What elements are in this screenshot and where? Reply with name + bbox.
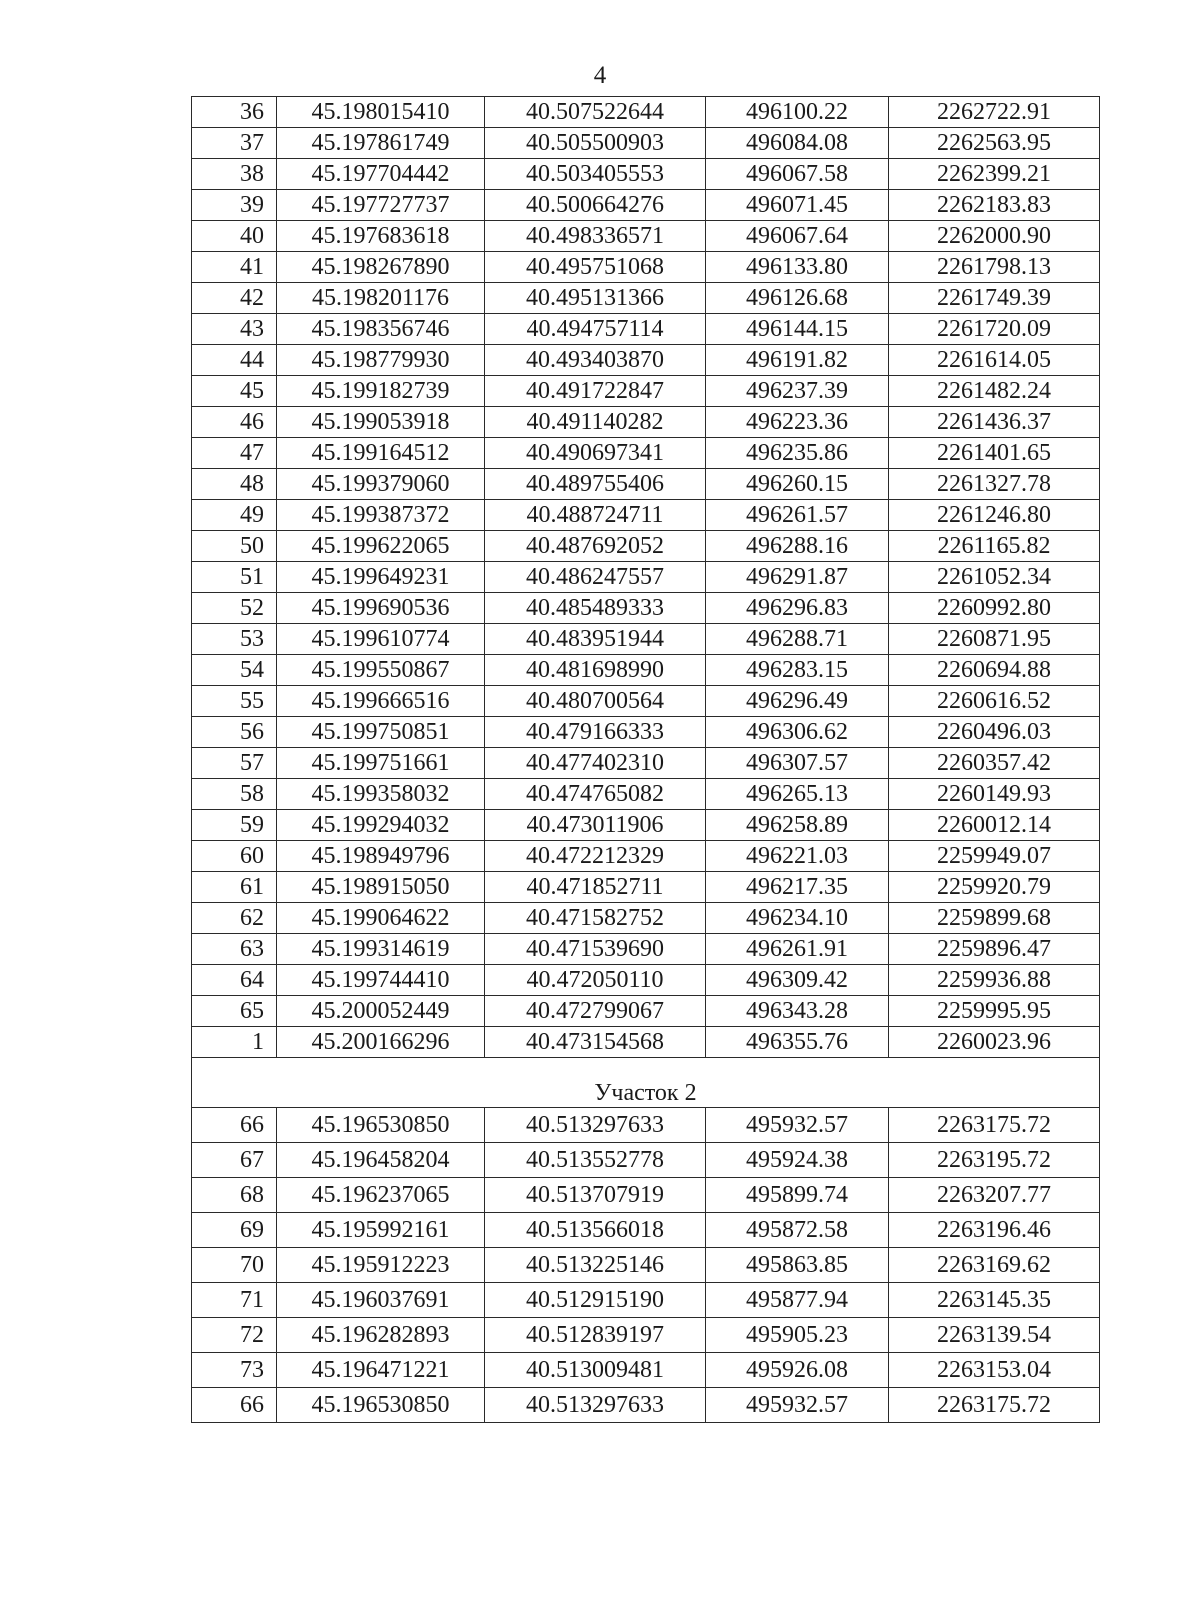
table-row (192, 655, 1100, 686)
x-coordinate-cell: 496296.83 (706, 593, 889, 624)
y-coordinate-cell: 2259899.68 (889, 903, 1100, 934)
table-row (192, 593, 1100, 624)
latitude-cell: 45.199294032 (277, 810, 485, 841)
longitude-cell: 40.513009481 (485, 1353, 706, 1388)
y-coordinate-cell: 2260496.03 (889, 717, 1100, 748)
latitude-cell: 45.196237065 (277, 1178, 485, 1213)
point-number-cell: 49 (192, 500, 277, 531)
y-coordinate-cell: 2261482.24 (889, 376, 1100, 407)
x-coordinate-cell: 496144.15 (706, 314, 889, 345)
point-number-cell: 48 (192, 469, 277, 500)
longitude-cell: 40.483951944 (485, 624, 706, 655)
x-coordinate-cell: 496261.91 (706, 934, 889, 965)
longitude-cell: 40.495751068 (485, 252, 706, 283)
y-coordinate-cell: 2260871.95 (889, 624, 1100, 655)
y-coordinate-cell: 2262399.21 (889, 159, 1100, 190)
table-row (192, 407, 1100, 438)
y-coordinate-cell: 2263195.72 (889, 1143, 1100, 1178)
latitude-cell: 45.198356746 (277, 314, 485, 345)
point-number-cell: 66 (192, 1108, 277, 1143)
longitude-cell: 40.489755406 (485, 469, 706, 500)
x-coordinate-cell: 495863.85 (706, 1248, 889, 1283)
y-coordinate-cell: 2261401.65 (889, 438, 1100, 469)
latitude-cell: 45.198779930 (277, 345, 485, 376)
table-row (192, 314, 1100, 345)
longitude-cell: 40.488724711 (485, 500, 706, 531)
y-coordinate-cell: 2261327.78 (889, 469, 1100, 500)
longitude-cell: 40.474765082 (485, 779, 706, 810)
x-coordinate-cell: 496133.80 (706, 252, 889, 283)
x-coordinate-cell: 496223.36 (706, 407, 889, 438)
point-number-cell: 51 (192, 562, 277, 593)
point-number-cell: 52 (192, 593, 277, 624)
table-row (192, 159, 1100, 190)
section-1-rows (192, 97, 1100, 1058)
point-number-cell: 67 (192, 1143, 277, 1178)
latitude-cell: 45.200052449 (277, 996, 485, 1027)
latitude-cell: 45.196458204 (277, 1143, 485, 1178)
point-number-cell: 72 (192, 1318, 277, 1353)
y-coordinate-cell: 2260357.42 (889, 748, 1100, 779)
latitude-cell: 45.199182739 (277, 376, 485, 407)
table-row (192, 438, 1100, 469)
x-coordinate-cell: 495872.58 (706, 1213, 889, 1248)
table-row (192, 996, 1100, 1027)
coordinates-table (191, 96, 1100, 1423)
y-coordinate-cell: 2263196.46 (889, 1213, 1100, 1248)
y-coordinate-cell: 2263169.62 (889, 1248, 1100, 1283)
x-coordinate-cell: 495899.74 (706, 1178, 889, 1213)
y-coordinate-cell: 2262183.83 (889, 190, 1100, 221)
y-coordinate-cell: 2263139.54 (889, 1318, 1100, 1353)
latitude-cell: 45.197727737 (277, 190, 485, 221)
table-row (192, 1283, 1100, 1318)
longitude-cell: 40.487692052 (485, 531, 706, 562)
x-coordinate-cell: 496191.82 (706, 345, 889, 376)
y-coordinate-cell: 2259995.95 (889, 996, 1100, 1027)
latitude-cell: 45.196037691 (277, 1283, 485, 1318)
latitude-cell: 45.199744410 (277, 965, 485, 996)
x-coordinate-cell: 496258.89 (706, 810, 889, 841)
y-coordinate-cell: 2262563.95 (889, 128, 1100, 159)
point-number-cell: 44 (192, 345, 277, 376)
longitude-cell: 40.513707919 (485, 1178, 706, 1213)
longitude-cell: 40.477402310 (485, 748, 706, 779)
latitude-cell: 45.199550867 (277, 655, 485, 686)
table-row (192, 841, 1100, 872)
latitude-cell: 45.195992161 (277, 1213, 485, 1248)
table-row (192, 717, 1100, 748)
point-number-cell: 63 (192, 934, 277, 965)
longitude-cell: 40.512839197 (485, 1318, 706, 1353)
longitude-cell: 40.491140282 (485, 407, 706, 438)
x-coordinate-cell: 495924.38 (706, 1143, 889, 1178)
table-row (192, 1318, 1100, 1353)
longitude-cell: 40.513566018 (485, 1213, 706, 1248)
longitude-cell: 40.486247557 (485, 562, 706, 593)
longitude-cell: 40.471539690 (485, 934, 706, 965)
x-coordinate-cell: 496067.58 (706, 159, 889, 190)
y-coordinate-cell: 2261614.05 (889, 345, 1100, 376)
x-coordinate-cell: 496343.28 (706, 996, 889, 1027)
latitude-cell: 45.196530850 (277, 1108, 485, 1143)
section-2-rows (192, 1108, 1100, 1423)
point-number-cell: 50 (192, 531, 277, 562)
latitude-cell: 45.199387372 (277, 500, 485, 531)
y-coordinate-cell: 2261436.37 (889, 407, 1100, 438)
longitude-cell: 40.494757114 (485, 314, 706, 345)
y-coordinate-cell: 2263175.72 (889, 1388, 1100, 1423)
point-number-cell: 57 (192, 748, 277, 779)
point-number-cell: 73 (192, 1353, 277, 1388)
y-coordinate-cell: 2263175.72 (889, 1108, 1100, 1143)
table-row (192, 1213, 1100, 1248)
latitude-cell: 45.199064622 (277, 903, 485, 934)
y-coordinate-cell: 2262000.90 (889, 221, 1100, 252)
point-number-cell: 58 (192, 779, 277, 810)
longitude-cell: 40.500664276 (485, 190, 706, 221)
point-number-cell: 53 (192, 624, 277, 655)
table-row (192, 376, 1100, 407)
x-coordinate-cell: 495932.57 (706, 1388, 889, 1423)
y-coordinate-cell: 2263153.04 (889, 1353, 1100, 1388)
point-number-cell: 46 (192, 407, 277, 438)
x-coordinate-cell: 496283.15 (706, 655, 889, 686)
table-row (192, 252, 1100, 283)
y-coordinate-cell: 2260992.80 (889, 593, 1100, 624)
longitude-cell: 40.471582752 (485, 903, 706, 934)
point-number-cell: 65 (192, 996, 277, 1027)
longitude-cell: 40.513297633 (485, 1108, 706, 1143)
latitude-cell: 45.199379060 (277, 469, 485, 500)
table-row (192, 1027, 1100, 1058)
section-title: Участок 2 (192, 1058, 1100, 1108)
longitude-cell: 40.473011906 (485, 810, 706, 841)
latitude-cell: 45.198267890 (277, 252, 485, 283)
y-coordinate-cell: 2260012.14 (889, 810, 1100, 841)
table-row (192, 934, 1100, 965)
y-coordinate-cell: 2263207.77 (889, 1178, 1100, 1213)
x-coordinate-cell: 496265.13 (706, 779, 889, 810)
latitude-cell: 45.196530850 (277, 1388, 485, 1423)
longitude-cell: 40.513225146 (485, 1248, 706, 1283)
y-coordinate-cell: 2259936.88 (889, 965, 1100, 996)
latitude-cell: 45.196282893 (277, 1318, 485, 1353)
longitude-cell: 40.498336571 (485, 221, 706, 252)
longitude-cell: 40.472050110 (485, 965, 706, 996)
table-row (192, 1108, 1100, 1143)
point-number-cell: 66 (192, 1388, 277, 1423)
y-coordinate-cell: 2260023.96 (889, 1027, 1100, 1058)
point-number-cell: 61 (192, 872, 277, 903)
y-coordinate-cell: 2261720.09 (889, 314, 1100, 345)
y-coordinate-cell: 2263145.35 (889, 1283, 1100, 1318)
latitude-cell: 45.199750851 (277, 717, 485, 748)
longitude-cell: 40.493403870 (485, 345, 706, 376)
y-coordinate-cell: 2261798.13 (889, 252, 1100, 283)
table-row (192, 469, 1100, 500)
point-number-cell: 71 (192, 1283, 277, 1318)
page-number: 4 (593, 62, 607, 89)
point-number-cell: 59 (192, 810, 277, 841)
table-row (192, 1388, 1100, 1423)
latitude-cell: 45.198015410 (277, 97, 485, 128)
x-coordinate-cell: 496126.68 (706, 283, 889, 314)
x-coordinate-cell: 495932.57 (706, 1108, 889, 1143)
y-coordinate-cell: 2260616.52 (889, 686, 1100, 717)
latitude-cell: 45.196471221 (277, 1353, 485, 1388)
table-row (192, 624, 1100, 655)
point-number-cell: 68 (192, 1178, 277, 1213)
x-coordinate-cell: 496237.39 (706, 376, 889, 407)
y-coordinate-cell: 2259896.47 (889, 934, 1100, 965)
point-number-cell: 41 (192, 252, 277, 283)
point-number-cell: 39 (192, 190, 277, 221)
longitude-cell: 40.472799067 (485, 996, 706, 1027)
latitude-cell: 45.199358032 (277, 779, 485, 810)
x-coordinate-cell: 496221.03 (706, 841, 889, 872)
y-coordinate-cell: 2260694.88 (889, 655, 1100, 686)
y-coordinate-cell: 2259949.07 (889, 841, 1100, 872)
y-coordinate-cell: 2261246.80 (889, 500, 1100, 531)
latitude-cell: 45.199610774 (277, 624, 485, 655)
x-coordinate-cell: 496261.57 (706, 500, 889, 531)
table-row (192, 531, 1100, 562)
latitude-cell: 45.200166296 (277, 1027, 485, 1058)
x-coordinate-cell: 496288.71 (706, 624, 889, 655)
table-row (192, 562, 1100, 593)
longitude-cell: 40.490697341 (485, 438, 706, 469)
table-row (192, 779, 1100, 810)
x-coordinate-cell: 495905.23 (706, 1318, 889, 1353)
table-row (192, 1248, 1100, 1283)
point-number-cell: 70 (192, 1248, 277, 1283)
x-coordinate-cell: 496296.49 (706, 686, 889, 717)
point-number-cell: 56 (192, 717, 277, 748)
x-coordinate-cell: 496234.10 (706, 903, 889, 934)
longitude-cell: 40.513552778 (485, 1143, 706, 1178)
longitude-cell: 40.480700564 (485, 686, 706, 717)
longitude-cell: 40.473154568 (485, 1027, 706, 1058)
point-number-cell: 43 (192, 314, 277, 345)
y-coordinate-cell: 2262722.91 (889, 97, 1100, 128)
latitude-cell: 45.199649231 (277, 562, 485, 593)
table-row (192, 1178, 1100, 1213)
longitude-cell: 40.471852711 (485, 872, 706, 903)
x-coordinate-cell: 496235.86 (706, 438, 889, 469)
latitude-cell: 45.198915050 (277, 872, 485, 903)
longitude-cell: 40.491722847 (485, 376, 706, 407)
table-row (192, 965, 1100, 996)
section-2-header (192, 1058, 1100, 1108)
table-row (192, 686, 1100, 717)
point-number-cell: 38 (192, 159, 277, 190)
latitude-cell: 45.197861749 (277, 128, 485, 159)
point-number-cell: 60 (192, 841, 277, 872)
latitude-cell: 45.199053918 (277, 407, 485, 438)
table-row (192, 1143, 1100, 1178)
table-row (192, 748, 1100, 779)
latitude-cell: 45.199164512 (277, 438, 485, 469)
point-number-cell: 47 (192, 438, 277, 469)
table-row (192, 500, 1100, 531)
longitude-cell: 40.507522644 (485, 97, 706, 128)
x-coordinate-cell: 496288.16 (706, 531, 889, 562)
y-coordinate-cell: 2260149.93 (889, 779, 1100, 810)
x-coordinate-cell: 496355.76 (706, 1027, 889, 1058)
point-number-cell: 62 (192, 903, 277, 934)
x-coordinate-cell: 496067.64 (706, 221, 889, 252)
table-row (192, 1353, 1100, 1388)
latitude-cell: 45.199622065 (277, 531, 485, 562)
latitude-cell: 45.198949796 (277, 841, 485, 872)
point-number-cell: 45 (192, 376, 277, 407)
longitude-cell: 40.495131366 (485, 283, 706, 314)
point-number-cell: 55 (192, 686, 277, 717)
table-row (192, 810, 1100, 841)
table-row (192, 872, 1100, 903)
longitude-cell: 40.513297633 (485, 1388, 706, 1423)
y-coordinate-cell: 2261165.82 (889, 531, 1100, 562)
latitude-cell: 45.198201176 (277, 283, 485, 314)
x-coordinate-cell: 496291.87 (706, 562, 889, 593)
point-number-cell: 64 (192, 965, 277, 996)
x-coordinate-cell: 496084.08 (706, 128, 889, 159)
longitude-cell: 40.481698990 (485, 655, 706, 686)
table-row (192, 221, 1100, 252)
latitude-cell: 45.195912223 (277, 1248, 485, 1283)
point-number-cell: 1 (192, 1027, 277, 1058)
point-number-cell: 69 (192, 1213, 277, 1248)
table-row (192, 97, 1100, 128)
latitude-cell: 45.197683618 (277, 221, 485, 252)
table-row (192, 128, 1100, 159)
point-number-cell: 40 (192, 221, 277, 252)
point-number-cell: 42 (192, 283, 277, 314)
latitude-cell: 45.199751661 (277, 748, 485, 779)
longitude-cell: 40.505500903 (485, 128, 706, 159)
longitude-cell: 40.472212329 (485, 841, 706, 872)
longitude-cell: 40.485489333 (485, 593, 706, 624)
point-number-cell: 37 (192, 128, 277, 159)
x-coordinate-cell: 496309.42 (706, 965, 889, 996)
y-coordinate-cell: 2261052.34 (889, 562, 1100, 593)
x-coordinate-cell: 496306.62 (706, 717, 889, 748)
longitude-cell: 40.479166333 (485, 717, 706, 748)
x-coordinate-cell: 495877.94 (706, 1283, 889, 1318)
latitude-cell: 45.197704442 (277, 159, 485, 190)
latitude-cell: 45.199690536 (277, 593, 485, 624)
y-coordinate-cell: 2259920.79 (889, 872, 1100, 903)
table-row (192, 190, 1100, 221)
point-number-cell: 54 (192, 655, 277, 686)
x-coordinate-cell: 496071.45 (706, 190, 889, 221)
x-coordinate-cell: 496100.22 (706, 97, 889, 128)
longitude-cell: 40.503405553 (485, 159, 706, 190)
x-coordinate-cell: 496217.35 (706, 872, 889, 903)
table-row (192, 903, 1100, 934)
table-row (192, 345, 1100, 376)
x-coordinate-cell: 496260.15 (706, 469, 889, 500)
x-coordinate-cell: 496307.57 (706, 748, 889, 779)
latitude-cell: 45.199666516 (277, 686, 485, 717)
latitude-cell: 45.199314619 (277, 934, 485, 965)
longitude-cell: 40.512915190 (485, 1283, 706, 1318)
point-number-cell: 36 (192, 97, 277, 128)
x-coordinate-cell: 495926.08 (706, 1353, 889, 1388)
y-coordinate-cell: 2261749.39 (889, 283, 1100, 314)
table-row (192, 283, 1100, 314)
